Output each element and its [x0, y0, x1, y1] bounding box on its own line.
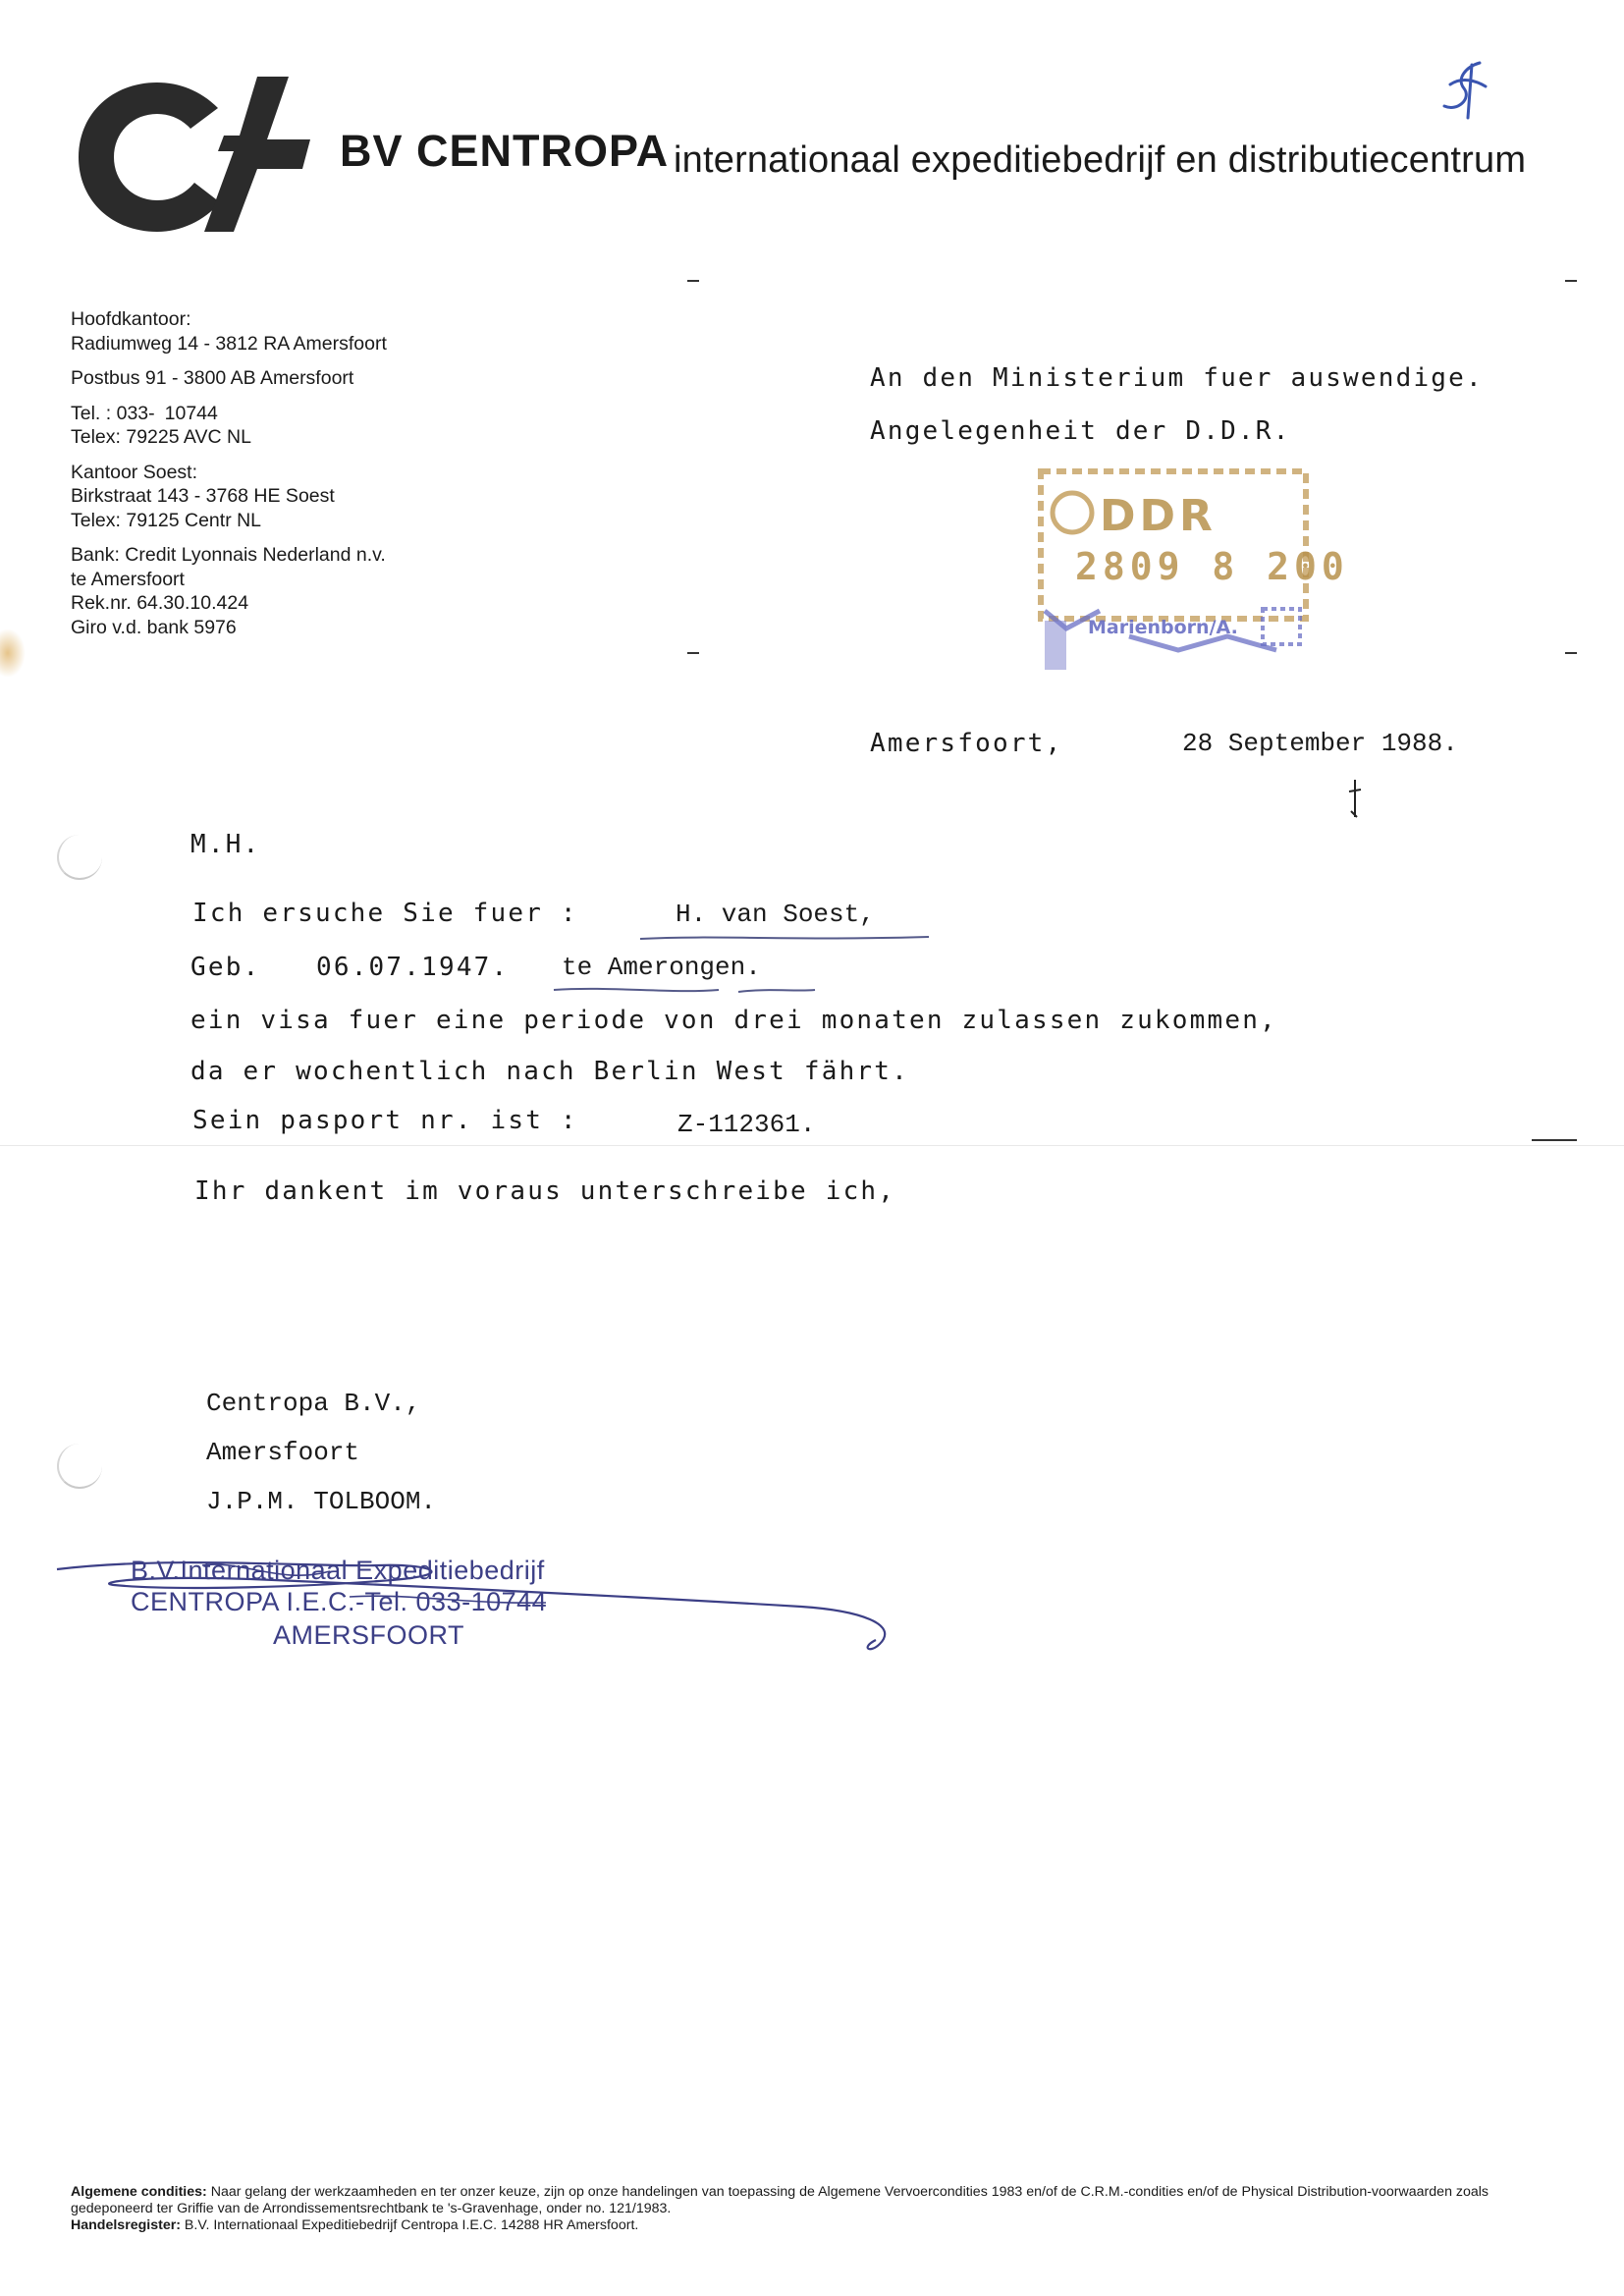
telephone	[71, 402, 522, 426]
bank-city: te Amersfoort	[71, 568, 185, 590]
footer-register	[71, 2217, 1553, 2234]
head-office-label: Hoofdkantoor:	[71, 308, 191, 330]
branch-street: Birkstraat 143 - 3768 HE Soest	[71, 485, 335, 507]
bank-account: Rek.nr. 64.30.10.424	[71, 592, 249, 614]
signature-city: Amersfoort	[206, 1438, 360, 1467]
letter-date: 28 September 1988.	[1182, 729, 1458, 758]
salutation: M.H.	[190, 830, 261, 859]
branch-telex: Telex: 79125 Centr NL	[71, 509, 262, 531]
pen-mark	[1347, 778, 1363, 821]
punch-hole	[57, 1444, 102, 1489]
visa-line: ein visa fuer eine periode von drei monaten zulassen zukommen,	[190, 1006, 1277, 1035]
stamp-place: Marienborn/A.	[1088, 617, 1238, 638]
footer-terms	[71, 2184, 1553, 2234]
recipient-line-2: Angelegenheit der D.D.R.	[870, 416, 1291, 446]
giro: Giro v.d. bank 5976	[71, 616, 237, 638]
person-name: H. van Soest,	[676, 900, 875, 929]
conditions-label: Algemene condities:	[71, 2184, 207, 2200]
company-stamp-line-2: CENTROPA I.E.C.-Tel. 033-10744	[131, 1587, 548, 1616]
page-crease	[0, 1145, 1624, 1146]
fold-mark	[1532, 1139, 1577, 1141]
closing-line: Ihr dankent im voraus unterschreibe ich,	[194, 1176, 896, 1206]
fold-mark	[687, 652, 699, 654]
birth-prefix: Geb.	[190, 953, 261, 982]
telephone-label: Tel. : 033-	[71, 402, 155, 424]
fold-mark	[687, 280, 699, 282]
birth-place: te Amerongen.	[562, 953, 761, 982]
punch-hole	[57, 835, 102, 880]
signature-company: Centropa B.V.,	[206, 1389, 421, 1418]
passport-prefix: Sein pasport nr. ist :	[192, 1106, 578, 1135]
signatory-name: J.P.M. TOLBOOM.	[206, 1487, 437, 1516]
initials-mark	[1429, 57, 1497, 126]
brand-name: BV CENTROPA	[340, 126, 670, 176]
name-underline	[638, 931, 933, 945]
register-label: Handelsregister:	[71, 2217, 181, 2233]
register-text: B.V. Internationaal Expeditiebedrijf Centropa I.E.C. 14288 HR Amersfoort.	[184, 2217, 639, 2233]
stamp-country: DDR	[1100, 491, 1217, 541]
request-prefix: Ich ersuche Sie fuer :	[192, 899, 578, 928]
telex: Telex: 79225 AVC NL	[71, 426, 251, 448]
birthplace-underline	[552, 984, 817, 998]
recipient-line-1: An den Ministerium fuer auswendige.	[870, 363, 1484, 393]
telephone-number: 10744	[164, 402, 218, 424]
footer-conditions	[71, 2184, 1553, 2217]
date-city: Amersfoort,	[870, 729, 1063, 758]
company-stamp-line-3: AMERSFOORT	[273, 1620, 465, 1650]
company-stamp-line-1: B.V.Internationaal Expeditiebedrijf	[131, 1556, 545, 1585]
head-office-street: Radiumweg 14 - 3812 RA Amersfoort	[71, 332, 387, 355]
centropa-logo	[71, 69, 318, 238]
passport-number: Z-112361.	[677, 1110, 816, 1139]
company-address-block	[71, 307, 522, 639]
reason-line: da er wochentlich nach Berlin West fährt.	[190, 1057, 909, 1086]
birth-date: 06.07.1947.	[316, 953, 510, 982]
bank: Bank: Credit Lyonnais Nederland n.v.	[71, 544, 386, 566]
po-box: Postbus 91 - 3800 AB Amersfoort	[71, 367, 354, 389]
stamp-date-code: 2809 8 200	[1075, 545, 1349, 588]
paper-stain	[0, 629, 26, 678]
handwritten-signature	[55, 1546, 899, 1683]
conditions-text: Naar gelang der werkzaamheden en ter onzer keuze, zijn op onze handelingen van toepassing de Algemene Vervoercondities 1983 en/of de C.R.M.-condities en/of de Physical Distribution-voorwaarden zoals gedeponeerd ter Griffie van de Arrondissementsrechtbank te 's-Gravenhage, onder no. 121/1983.	[71, 2184, 1489, 2216]
branch-label: Kantoor Soest:	[71, 461, 197, 483]
fold-mark	[1565, 280, 1577, 282]
fold-mark	[1565, 652, 1577, 654]
brand-tagline: internationaal expeditiebedrijf en distributiecentrum	[674, 139, 1527, 181]
